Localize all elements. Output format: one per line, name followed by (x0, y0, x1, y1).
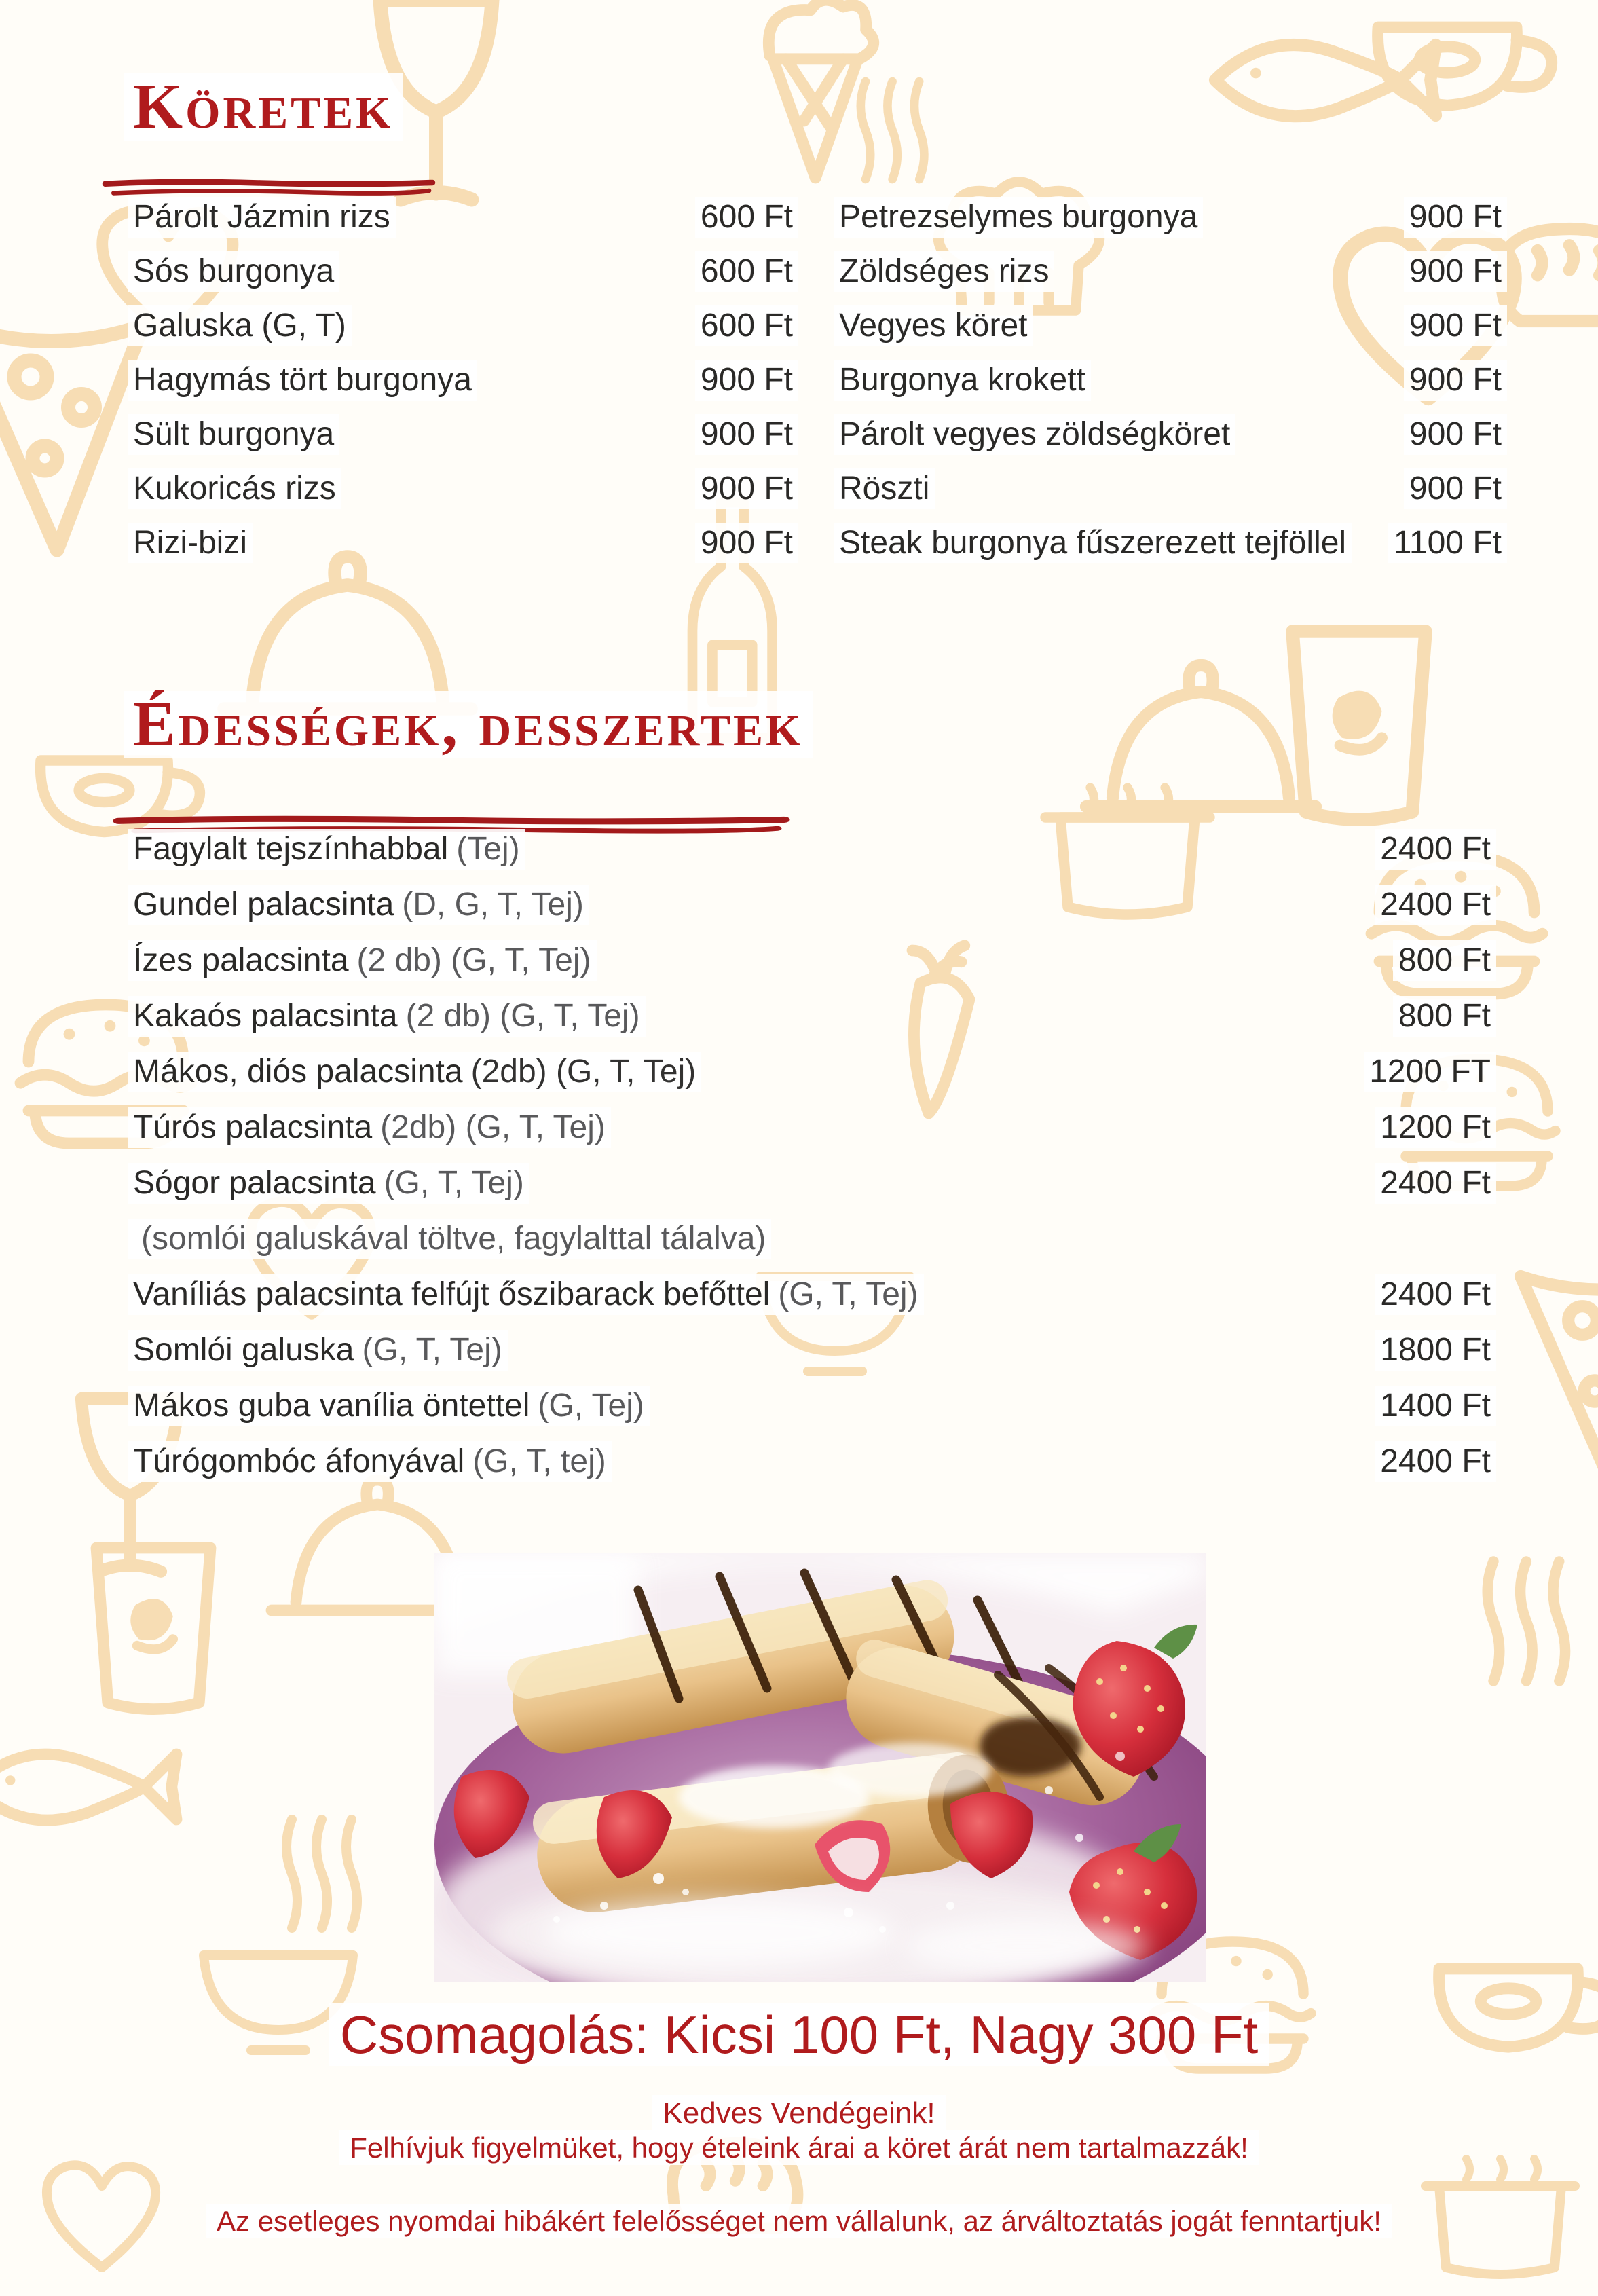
item-name: Túrógombóc áfonyával (133, 1443, 465, 1480)
item-name: Sós burgonya (128, 251, 339, 291)
item-name: Vaníliás palacsinta felfújt őszibarack befőttel (133, 1276, 770, 1313)
menu-item-row (834, 244, 1507, 299)
item-price: 900 Ft (695, 523, 798, 563)
item-name: Rizi-bizi (128, 523, 253, 563)
packaging-line (0, 2004, 1598, 2066)
item-name-group (128, 1386, 650, 1426)
item-price: 1200 Ft (1375, 1107, 1496, 1147)
item-name-group (128, 1052, 701, 1092)
item-price: 2400 Ft (1375, 1274, 1496, 1314)
item-name: Gundel palacsinta (133, 887, 394, 923)
item-allergens: (G, Tej) (538, 1388, 644, 1424)
item-name-group (128, 1274, 924, 1314)
item-price: 900 Ft (695, 360, 798, 400)
item-name: Kakaós palacsinta (133, 998, 398, 1035)
item-name-group (128, 829, 525, 869)
item-price: 600 Ft (695, 197, 798, 237)
menu-item-row (128, 877, 1496, 933)
item-allergens: (D, G, T, Tej) (402, 887, 584, 923)
menu-item-row (128, 462, 798, 516)
item-price: 2400 Ft (1375, 829, 1496, 869)
item-allergens: (Tej) (456, 831, 520, 868)
menu-item-row (834, 353, 1507, 407)
item-allergens: (G, T, Tej) (778, 1276, 918, 1313)
menu-item-row (128, 1044, 1496, 1100)
menu-item-row (128, 1378, 1496, 1434)
section-title-desserts: Édességek, desszertek (124, 691, 813, 758)
menu-item-row (834, 516, 1507, 570)
item-allergens: (somlói galuskával töltve, fagylalttal tálalva) (141, 1221, 766, 1257)
item-name-group (128, 1330, 508, 1370)
menu-item-row (128, 407, 798, 462)
section-title-sides: Köretek (124, 73, 403, 141)
menu-item-row (834, 462, 1507, 516)
item-price: 600 Ft (695, 251, 798, 291)
item-allergens: (2db) (G, T, Tej) (380, 1109, 606, 1146)
item-price: 2400 Ft (1375, 1163, 1496, 1203)
item-name: Vegyes köret (834, 305, 1033, 346)
dessert-photo (434, 1553, 1206, 1982)
item-name: Párolt Jázmin rizs (128, 197, 396, 237)
item-name: Párolt vegyes zöldségköret (834, 414, 1235, 454)
item-price: 900 Ft (695, 414, 798, 454)
item-price: 1100 Ft (1388, 523, 1507, 563)
item-name: Steak burgonya fűszerezett tejföllel (834, 523, 1352, 563)
menu-item-row (834, 299, 1507, 353)
item-name: Sült burgonya (128, 414, 339, 454)
menu-item-row (128, 244, 798, 299)
sides-column-left (128, 190, 798, 570)
item-price: 1800 Ft (1375, 1330, 1496, 1370)
menu-item-row (128, 190, 798, 244)
item-name: Burgonya krokett (834, 360, 1091, 400)
item-name: Mákos guba vanília öntettel (133, 1388, 530, 1424)
item-allergens: (2db) (G, T, Tej) (470, 1054, 696, 1090)
menu-item-row (128, 1267, 1496, 1322)
item-name: Fagylalt tejszínhabbal (133, 831, 449, 868)
item-price: 800 Ft (1393, 940, 1496, 980)
menu-item-row (128, 353, 798, 407)
item-name: Röszti (834, 468, 935, 508)
menu-item-row (128, 821, 1496, 877)
greeting-line (0, 2096, 1598, 2130)
item-name-group (128, 940, 597, 980)
menu-item-row (128, 1211, 1496, 1267)
menu-item-row (128, 299, 798, 353)
menu-item-row (128, 1322, 1496, 1378)
item-price: 900 Ft (1404, 305, 1507, 346)
menu-item-row (128, 1155, 1496, 1211)
sides-column-right (834, 190, 1507, 570)
item-price: 900 Ft (1404, 251, 1507, 291)
item-price: 600 Ft (695, 305, 798, 346)
item-price: 1400 Ft (1375, 1386, 1496, 1426)
menu-item-row (128, 1434, 1496, 1489)
item-name-group (128, 1107, 611, 1147)
item-name-group (128, 1163, 529, 1203)
item-price: 2400 Ft (1375, 1441, 1496, 1481)
item-name: Somlói galuska (133, 1332, 354, 1369)
item-price: 900 Ft (695, 468, 798, 508)
item-name: Mákos, diós palacsinta (133, 1054, 463, 1090)
item-name-group (128, 996, 646, 1036)
packaging-text: Csomagolás: Kicsi 100 Ft, Nagy 300 Ft (329, 2003, 1269, 2066)
item-price: 1200 FT (1364, 1052, 1496, 1092)
item-allergens: (2 db) (G, T, Tej) (405, 998, 640, 1035)
menu-item-row (128, 516, 798, 570)
item-price: 900 Ft (1404, 197, 1507, 237)
item-allergens: (G, T, Tej) (362, 1332, 502, 1369)
notice-text-2: Az esetleges nyomdai hibákért felelősséget nem vállalunk, az árváltoztatás jogát fenntartjuk! (206, 2204, 1392, 2238)
menu-item-row (128, 988, 1496, 1044)
menu-item-row (128, 933, 1496, 988)
item-name: Túrós palacsinta (133, 1109, 373, 1146)
item-name: Ízes palacsinta (133, 942, 349, 979)
item-name: Hagymás tört burgonya (128, 360, 477, 400)
item-price: 2400 Ft (1375, 885, 1496, 925)
item-price: 900 Ft (1404, 414, 1507, 454)
item-name-group (128, 885, 589, 925)
notice-text-1: Felhívjuk figyelmüket, hogy ételeink árai a köret árát nem tartalmazzák! (339, 2130, 1259, 2165)
menu-item-row (834, 190, 1507, 244)
item-name: Kukoricás rizs (128, 468, 341, 508)
item-name-group (128, 1219, 771, 1259)
notice-line-1 (0, 2132, 1598, 2164)
item-allergens: (G, T, tej) (472, 1443, 606, 1480)
item-allergens: (G, T, Tej) (384, 1165, 524, 1202)
menu-item-row (128, 1100, 1496, 1155)
notice-line-2 (0, 2205, 1598, 2238)
menu-item-row (834, 407, 1507, 462)
item-price: 900 Ft (1404, 360, 1507, 400)
item-name: Petrezselymes burgonya (834, 197, 1203, 237)
item-name: Sógor palacsinta (133, 1165, 376, 1202)
item-allergens: (2 db) (G, T, Tej) (356, 942, 591, 979)
item-price: 900 Ft (1404, 468, 1507, 508)
item-name: Galuska (G, T) (128, 305, 352, 346)
desserts-list (128, 821, 1496, 1489)
greeting-text: Kedves Vendégeink! (652, 2095, 946, 2131)
item-name-group (128, 1441, 612, 1481)
item-name: Zöldséges rizs (834, 251, 1054, 291)
item-price: 800 Ft (1393, 996, 1496, 1036)
